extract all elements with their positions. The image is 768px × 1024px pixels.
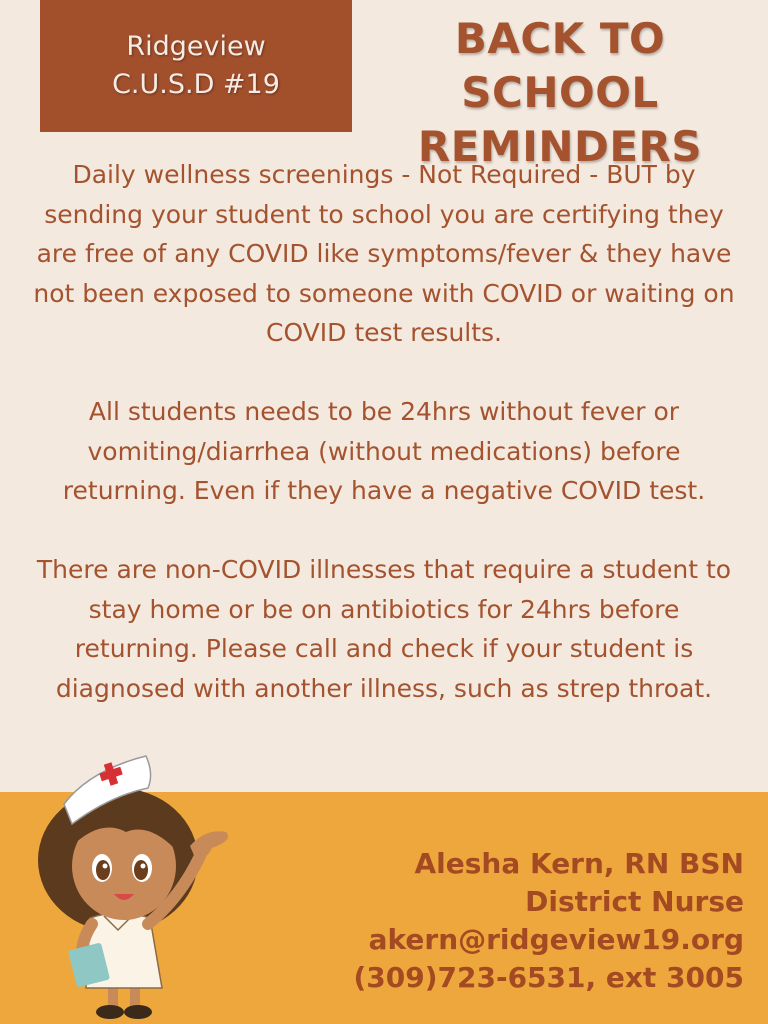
- district-code: C.U.S.D #19: [112, 69, 280, 100]
- nurse-illustration: [30, 748, 250, 1024]
- title-line-2: REMINDERS: [417, 122, 703, 171]
- nurse-role: District Nurse: [525, 885, 744, 918]
- title-line-1: BACK TO SCHOOL: [454, 14, 666, 117]
- nurse-name: Alesha Kern, RN BSN: [414, 847, 744, 880]
- nurse-email[interactable]: akern@ridgeview19.org: [368, 923, 744, 956]
- district-badge: [40, 0, 352, 132]
- reminder-paragraph-fever: All students needs to be 24hrs without fever or vomiting/diarrhea (without medications) before returning. Even if they have a negative COVID test.: [62, 397, 706, 505]
- reminder-paragraph-screening: Daily wellness screenings - Not Required - BUT by sending your student to school you are certifying they are free of any COVID like symptoms/fever & they have not been exposed to someone with COVID or waiting on COVID test results.: [33, 160, 735, 347]
- nurse-contact: [353, 845, 744, 997]
- page-title: [360, 12, 760, 174]
- reminders-body: [30, 155, 738, 708]
- district-name: Ridgeview: [126, 31, 266, 62]
- nurse-phone[interactable]: (309)723-6531, ext 3005: [353, 961, 744, 994]
- reminder-paragraph-illness: There are non-COVID illnesses that require a student to stay home or be on antibiotics for 24hrs before returning. Please call and check if your student is diagnosed with another illness, such as strep throat.: [36, 555, 732, 703]
